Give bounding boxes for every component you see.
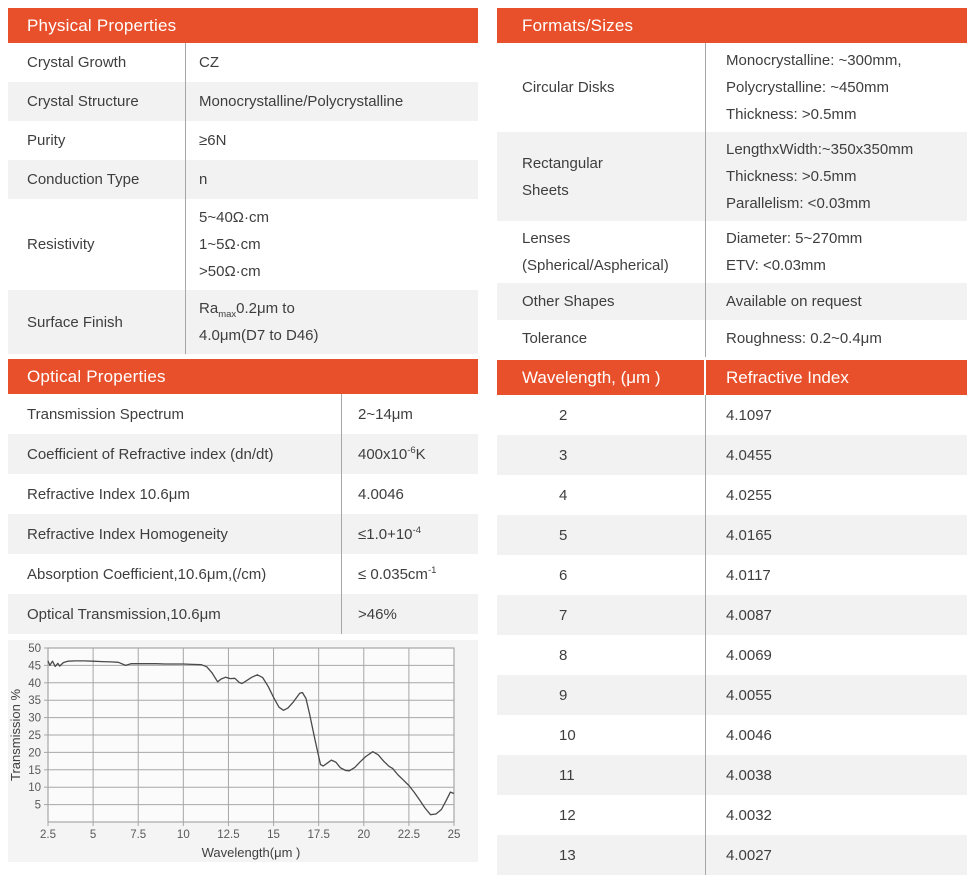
y-tick-label: 10	[28, 782, 41, 795]
formats-sizes-table	[497, 43, 967, 357]
row-value: Available on request	[705, 283, 967, 320]
row-value: 4.0087	[705, 595, 967, 635]
x-tick-label: 12.5	[217, 829, 240, 841]
row-label: 4	[559, 486, 568, 504]
physical-properties-table	[8, 43, 478, 354]
table-row	[497, 835, 967, 875]
row-value: 4.0046	[705, 715, 967, 755]
row-label: 9	[559, 686, 568, 704]
row-value: $Ra_{max}0.2\mu m$ to 4.0μm(D7 to D46)	[185, 290, 478, 354]
table-row	[8, 82, 478, 121]
row-value: 4.0038	[705, 755, 967, 795]
section-title: Formats/Sizes	[522, 15, 634, 35]
row-value: 4.0046	[341, 474, 478, 514]
row-label: Other Shapes	[522, 293, 615, 310]
row-label: Circular Disks	[522, 79, 615, 96]
table-row	[497, 283, 967, 320]
row-label: Lenses (Spherical/Aspherical)	[522, 230, 669, 274]
row-value: 4.0255	[705, 475, 967, 515]
table-row	[497, 635, 967, 675]
row-value: $400x10^{-6}K$	[341, 434, 478, 474]
row-value: ≤ $0.035cm^{-1}$	[341, 554, 478, 594]
x-axis-label: Wavelength(μm )	[201, 845, 301, 860]
table-row	[497, 675, 967, 715]
row-label: Surface Finish	[27, 313, 123, 331]
y-tick-label: 50	[28, 643, 41, 655]
section-title: Optical Properties	[27, 366, 166, 386]
table-row	[8, 160, 478, 199]
row-value: 4.0455	[705, 435, 967, 475]
table-row	[8, 594, 478, 634]
row-value: 4.0055	[705, 675, 967, 715]
table-row	[8, 43, 478, 82]
y-tick-label: 5	[34, 799, 41, 812]
row-label: Crystal Structure	[27, 93, 139, 110]
left-column	[8, 8, 478, 875]
table-row	[497, 395, 967, 435]
y-axis-label: Transmission %	[8, 689, 23, 781]
row-label: Optical Transmission,10.6μm	[27, 605, 221, 623]
x-tick-label: 20	[357, 829, 371, 841]
row-value: 4.1097	[705, 395, 967, 435]
transmission-chart	[8, 640, 478, 862]
x-tick-label: 22.5	[397, 829, 421, 841]
table-row	[497, 715, 967, 755]
row-value: Monocrystalline/Polycrystalline	[185, 82, 478, 121]
row-label: Purity	[27, 132, 66, 149]
row-value: LengthxWidth:~350x350mm Thickness: >0.5mm Parallelism: <0.03mm	[705, 132, 967, 221]
wavelength-refractive-index-table	[497, 395, 967, 875]
transmission-spectrum-plot	[8, 640, 478, 862]
table-row	[497, 755, 967, 795]
row-value: 4.0117	[705, 555, 967, 595]
x-tick-label: 5	[89, 829, 97, 841]
physical-properties-header	[8, 8, 478, 43]
x-tick-label: 17.5	[307, 829, 330, 841]
row-value: ≥6N	[185, 121, 478, 160]
table-row	[497, 132, 967, 221]
row-label: Conduction Type	[27, 171, 140, 188]
row-label: 3	[559, 446, 568, 464]
y-tick-label: 20	[28, 747, 41, 760]
row-label: Refractive Index 10.6μm	[27, 485, 190, 503]
row-value: Monocrystalline: ~300mm, Polycrystalline: ~450mm Thickness: >0.5mm	[705, 43, 967, 132]
row-value: >46%	[341, 594, 478, 634]
row-label: 6	[559, 566, 568, 584]
optical-properties-table	[8, 394, 478, 634]
table-row	[497, 221, 967, 283]
row-label: Absorption Coefficient,10.6μm,(/cm)	[27, 565, 267, 583]
table-row	[8, 554, 478, 594]
table-row	[497, 515, 967, 555]
table-row	[8, 290, 478, 354]
table-row	[8, 394, 478, 434]
row-label: 8	[559, 646, 568, 664]
x-tick-label: 7.5	[130, 829, 147, 841]
row-value: 4.0165	[705, 515, 967, 555]
row-label: 10	[559, 726, 576, 744]
row-value: 4.0027	[705, 835, 967, 875]
row-value: n	[185, 160, 478, 199]
row-label: Crystal Growth	[27, 54, 127, 71]
row-label: 12	[559, 806, 576, 824]
formats-sizes-header	[497, 8, 967, 43]
row-label: 2	[559, 406, 568, 424]
row-label: 7	[559, 606, 568, 624]
y-tick-label: 30	[28, 712, 41, 725]
optical-properties-header	[8, 359, 478, 394]
x-tick-label: 25	[447, 829, 461, 841]
row-value: CZ	[185, 43, 478, 82]
table-row	[497, 320, 967, 357]
wavelength-table-header	[497, 360, 967, 395]
table-row	[497, 43, 967, 132]
right-column	[497, 8, 967, 875]
row-value: 2~14μm	[341, 394, 478, 434]
row-label: 11	[559, 766, 575, 784]
y-tick-label: 40	[28, 677, 41, 690]
table-row	[8, 121, 478, 160]
y-tick-label: 15	[28, 764, 41, 777]
x-tick-label: 2.5	[40, 829, 56, 841]
refractive-index-column-header: Refractive Index	[706, 360, 967, 395]
row-label: Transmission Spectrum	[27, 405, 184, 423]
table-row	[497, 435, 967, 475]
y-tick-label: 25	[28, 730, 41, 742]
row-value: $\le 1.0+10^{-4}$	[341, 514, 478, 554]
row-value: Diameter: 5~270mm ETV: <0.03mm	[705, 221, 967, 283]
table-row	[8, 474, 478, 514]
row-value: 4.0032	[705, 795, 967, 835]
row-label: Resistivity	[27, 236, 95, 253]
table-row	[8, 434, 478, 474]
y-tick-label: 45	[28, 660, 41, 673]
row-label: Tolerance	[522, 330, 588, 347]
row-label: 5	[559, 526, 568, 544]
table-row	[497, 475, 967, 515]
row-value: 4.0069	[705, 635, 967, 675]
row-value: Roughness: 0.2~0.4μm	[705, 320, 967, 357]
table-row	[8, 199, 478, 290]
x-tick-label: 15	[267, 829, 280, 841]
row-label: 13	[559, 846, 576, 864]
row-label: Refractive Index Homogeneity	[27, 525, 228, 543]
table-row	[497, 795, 967, 835]
row-value: 5~40Ω·cm 1~5Ω·cm >50Ω·cm	[185, 199, 478, 290]
section-title: Physical Properties	[27, 15, 177, 35]
row-label: Coefficient of Refractive index (dn/dt)	[27, 445, 274, 463]
table-row	[497, 595, 967, 635]
table-row	[8, 514, 478, 554]
x-tick-label: 10	[176, 829, 190, 841]
table-row	[497, 555, 967, 595]
wavelength-column-header: Wavelength, (μm )	[497, 360, 704, 395]
y-tick-label: 35	[28, 695, 41, 708]
row-label: Rectangular Sheets	[522, 154, 603, 199]
